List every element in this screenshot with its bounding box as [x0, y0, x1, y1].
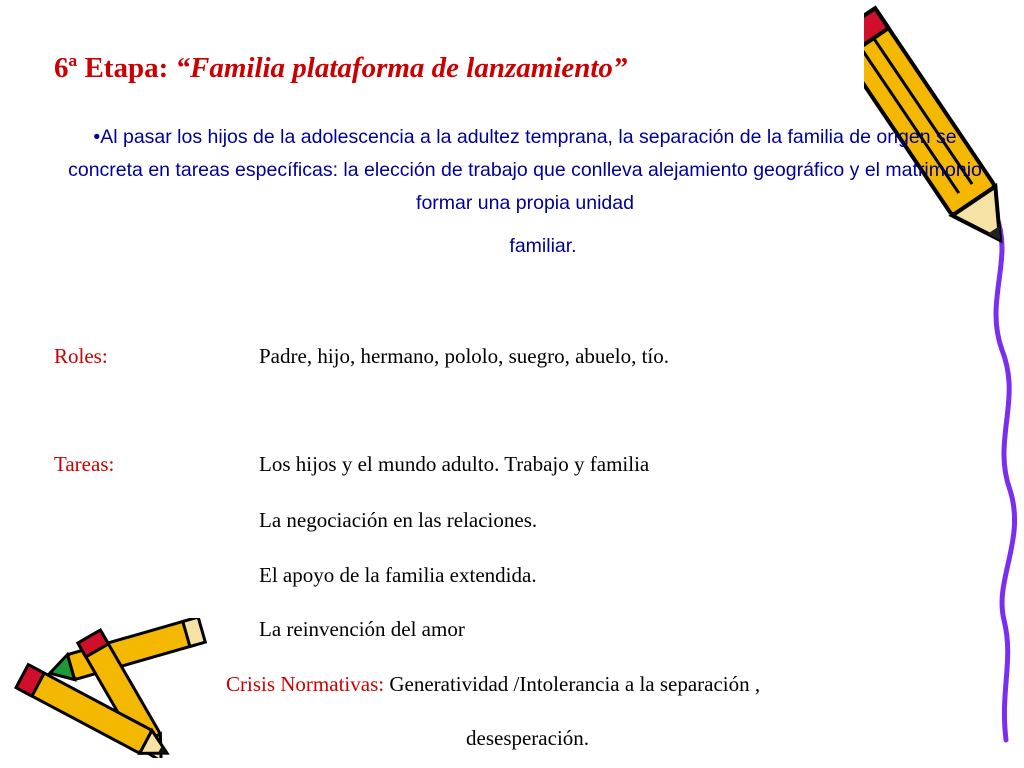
tarea-item-2: La negociación en las relaciones. [259, 508, 538, 532]
crisis-value: Generatividad /Intolerancia a la separación , [384, 672, 761, 696]
tarea-item-4: La reinvención del amor [259, 617, 465, 641]
roles-label: Roles: [54, 344, 108, 368]
crisis-value-continued: desesperación. [466, 726, 590, 750]
pencil-cluster-icon [0, 618, 210, 758]
title-italic: “Familia plataforma de lanzamiento” [175, 52, 628, 84]
bullet-paragraph: •Al pasar los hijos de la adolescencia a la adultez temprana, la separación de la familia de origen se concreta en tareas específicas: la elección de trabajo que conlleva alejamiento geográfico y el matrimonio formar una propia unidad [68, 126, 982, 214]
bullet-last-line: familiar. [509, 235, 577, 257]
pencil-icon [864, 0, 1024, 768]
tareas-label: Tareas: [54, 452, 115, 476]
tarea-item-3: El apoyo de la familia extendida. [259, 563, 537, 587]
crisis-label: Crisis Normativas: [226, 672, 385, 696]
tarea-item-1: Los hijos y el mundo adulto. Trabajo y familia [259, 452, 650, 476]
slide-title [54, 52, 627, 85]
title-prefix: 6ª Etapa: [54, 52, 176, 84]
roles-value: Padre, hijo, hermano, pololo, suegro, abuelo, tío. [259, 344, 670, 368]
crisis-line [226, 672, 760, 697]
